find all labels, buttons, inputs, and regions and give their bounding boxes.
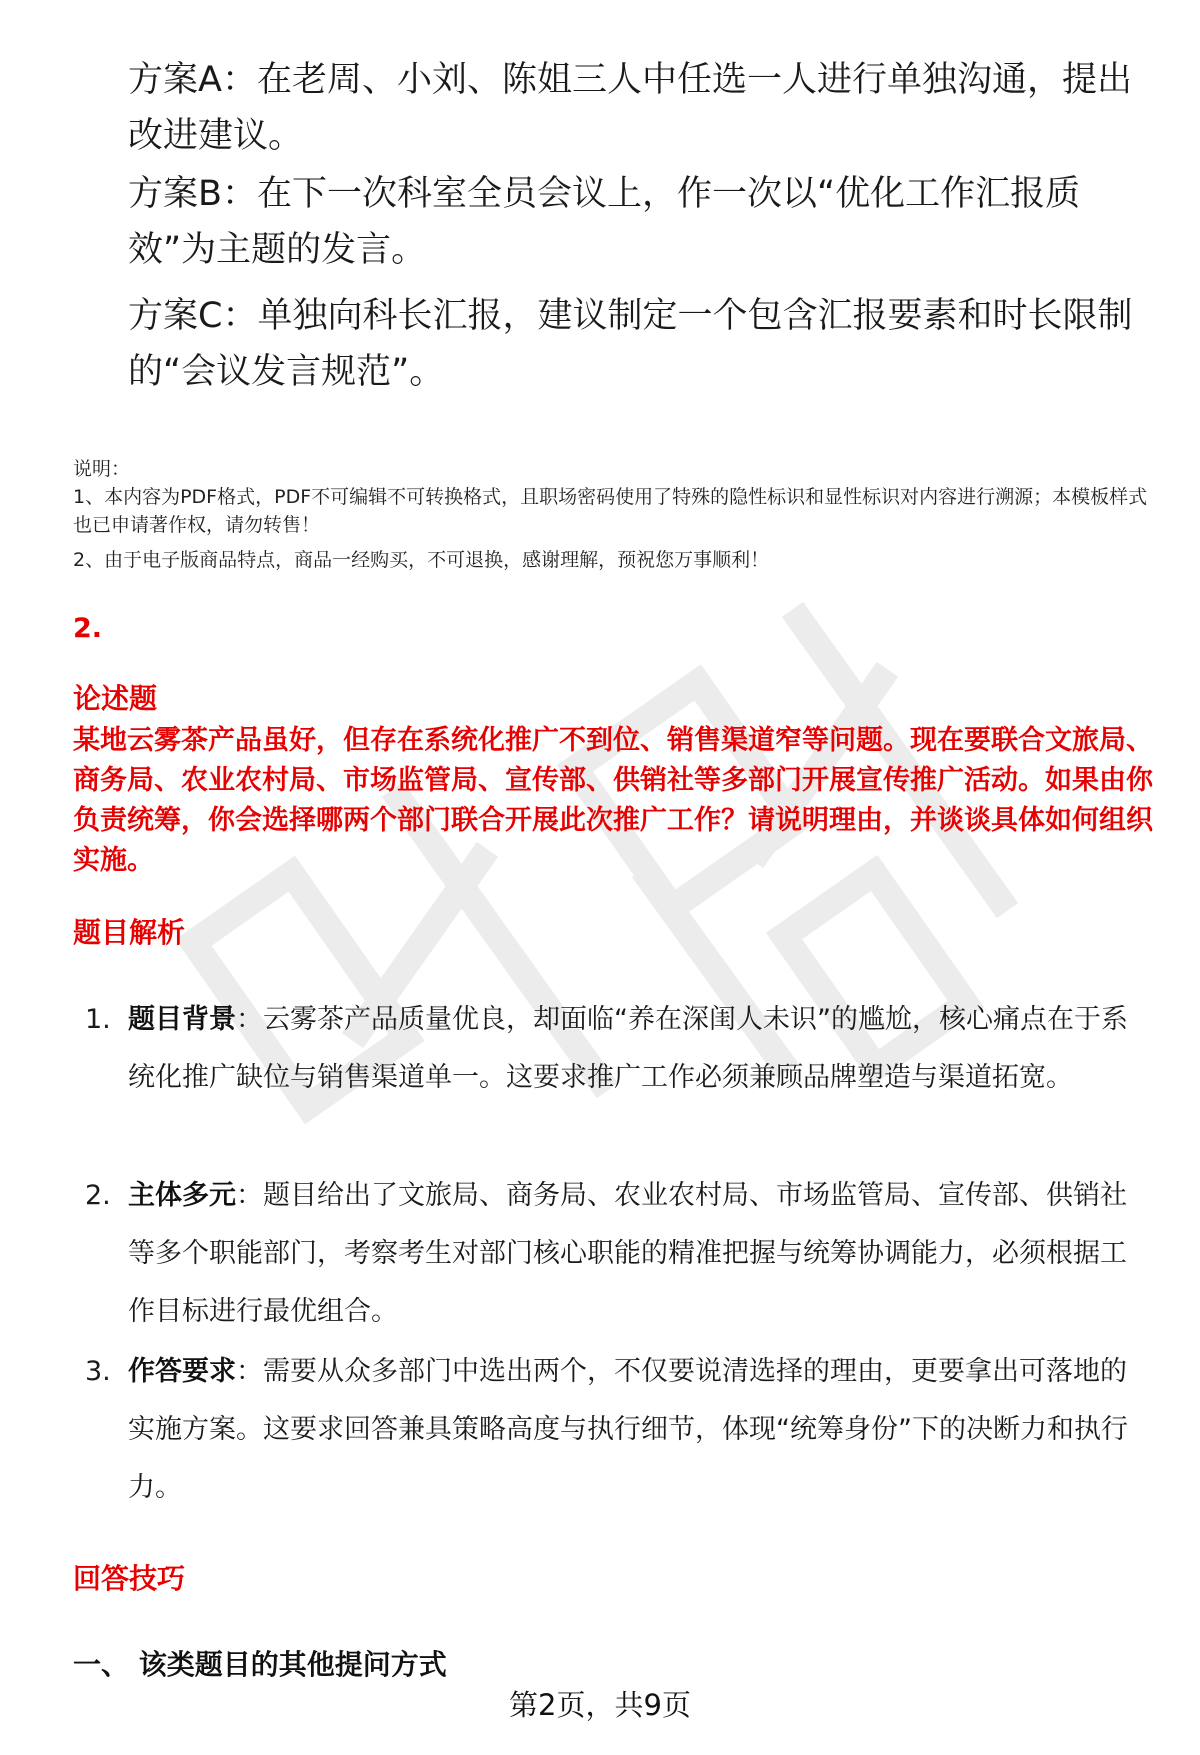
question-number: 2.: [73, 613, 103, 644]
plan-a-text: 方案A：在老周、小刘、陈姐三人中任选一人进行单独沟通，提出改进建议。: [128, 60, 1132, 156]
page-footer: 第2页，共9页: [509, 1688, 691, 1722]
list-number: 2.: [85, 1180, 111, 1211]
analysis-text: ：云雾茶产品质量优良，却面临“养在深闺人未识”的尴尬，核心痛点在于系统化推广缺位与销售渠道单一。这要求推广工作必须兼顾品牌塑造与渠道拓宽。: [128, 1004, 1128, 1093]
analysis-term: 主体多元: [128, 1180, 236, 1211]
analysis-term: 题目背景: [128, 1004, 236, 1035]
analysis-text: ：需要从众多部门中选出两个，不仅要说清选择的理由，更要拿出可落地的实施方案。这要求回答兼具策略高度与执行细节，体现“统筹身份”下的决断力和执行力。: [128, 1356, 1128, 1503]
analysis-item-1: [60, 991, 1150, 1107]
note-line-1: 1、本内容为PDF格式，PDF不可编辑不可转换格式，且职场密码使用了特殊的隐性标识和显性标识对内容进行溯源；本模板样式也已申请著作权，请勿转售！: [73, 486, 1148, 536]
analysis-item-2: [60, 1167, 1150, 1341]
analysis-term: 作答要求: [128, 1356, 236, 1387]
note-title: 说明：: [73, 458, 131, 480]
question-text: 某地云雾茶产品虽好，但存在系统化推广不到位、销售渠道窄等问题。现在要联合文旅局、商务局、农业农村局、市场监管局、宣传部、供销社等多部门开展宣传推广活动。如果由你负责统筹，你会选择哪两个部门联合开展此次推广工作？请说明理由，并谈谈具体如何组织实施。: [73, 725, 1153, 876]
analysis-heading: 题目解析: [73, 916, 186, 949]
section-one-title: 一、 该类题目的其他提问方式: [73, 1648, 447, 1681]
list-number: 3.: [85, 1356, 111, 1387]
question-type: 论述题: [73, 682, 158, 715]
tips-heading: 回答技巧: [73, 1562, 186, 1595]
list-number: 1.: [85, 1004, 111, 1035]
analysis-text: ：题目给出了文旅局、商务局、农业农村局、市场监管局、宣传部、供销社等多个职能部门，考察考生对部门核心职能的精准把握与统筹协调能力，必须根据工作目标进行最优组合。: [128, 1180, 1127, 1327]
plan-c-text: 方案C：单独向科长汇报，建议制定一个包含汇报要素和时长限制的“会议发言规范”。: [128, 296, 1133, 392]
analysis-item-3: [60, 1343, 1150, 1517]
plan-b-text: 方案B：在下一次科室全员会议上，作一次以“优化工作汇报质效”为主题的发言。: [128, 174, 1081, 270]
note-line-2: 2、由于电子版商品特点，商品一经购买，不可退换，感谢理解，预祝您万事顺利！: [73, 549, 770, 571]
